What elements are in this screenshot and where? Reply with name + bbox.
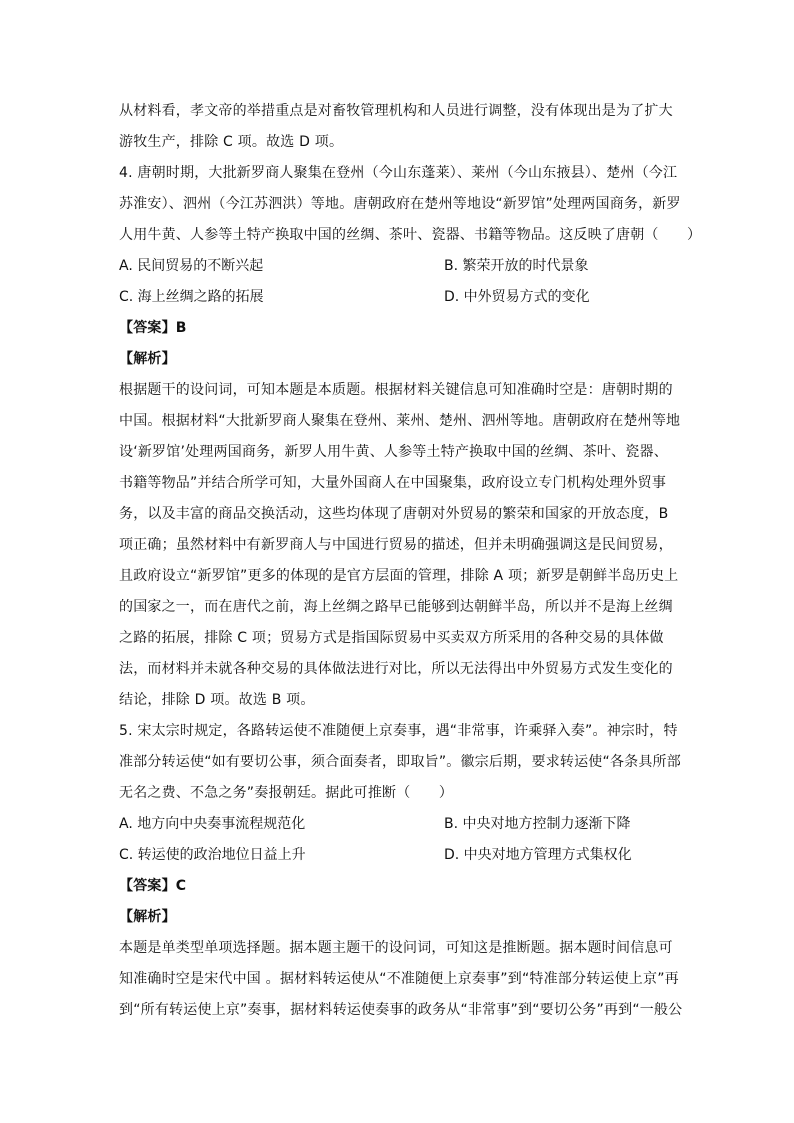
q4-option-d: D. 中外贸易方式的变化 <box>444 289 590 305</box>
q5-option-d: D. 中央对地方管理方式集权化 <box>444 847 632 863</box>
q5-options-row-1 <box>119 809 675 840</box>
q4-analysis-line: 的国家之一，而在唐代之前，海上丝绸之路早已能够到达朝鲜半岛，所以并不是海上丝绸 <box>119 599 673 615</box>
q4-answer: 【答案】B <box>119 320 187 336</box>
q4-options-row-2 <box>119 282 675 313</box>
q4-analysis-line: 项正确；虽然材料中有新罗商人与中国进行贸易的描述，但并未明确强调这是民间贸易， <box>119 537 673 553</box>
q4-analysis-line: 之路的拓展，排除 C 项；贸易方式是指国际贸易中买卖双方所采用的各种交易的具体做 <box>119 630 664 646</box>
q5-option-a: A. 地方向中央奏事流程规范化 <box>119 816 306 832</box>
continuation-line: 游牧生产，排除 C 项。故选 D 项。 <box>119 134 344 150</box>
q4-analysis-line: 书籍等物品”并结合所学可知，大量外国商人在中国聚集，政府设立专门机构处理外贸事 <box>119 475 667 491</box>
q4-analysis-line: 法，而材料并未就各种交易的具体做法进行对比，所以无法得出中外贸易方式发生变化的 <box>119 661 673 677</box>
q4-option-a: A. 民间贸易的不断兴起 <box>119 258 264 274</box>
q5-analysis-line: 本题是单类型单项选择题。据本题主题干的设问词，可知这是推断题。据本题时间信息可 <box>119 940 673 956</box>
q4-stem-line: 4. 唐朝时期，大批新罗商人聚集在登州（今山东蓬莱）、莱州（今山东掖县）、楚州（今江 <box>119 165 678 181</box>
q5-analysis-line: 到“所有转运使上京”奏事，据材料转运使奏事的政务从“非常事”到“要切公务”再到“一般公 <box>119 1002 683 1018</box>
q4-analysis-line: 根据题干的设问词，可知本题是本质题。根据材料关键信息可知准确时空是：唐朝时期的 <box>119 382 673 398</box>
q4-stem-line: 苏淮安）、泗州（今江苏泗洪）等地。唐朝政府在楚州等地设“新罗馆”处理两国商务，新罗 <box>119 196 681 212</box>
q4-option-b: B. 繁荣开放的时代景象 <box>444 258 589 274</box>
q4-analysis-line: 设‘新罗馆’处理两国商务，新罗人用牛黄、人参等土特产换取中国的丝绸、茶叶、瓷器、 <box>119 444 668 460</box>
q5-option-c: C. 转运使的政治地位日益上升 <box>119 847 306 863</box>
document-body <box>119 96 702 1026</box>
q5-stem-line: 无名之费、不急之务”奏报朝廷。据此可推断（ ） <box>119 785 454 801</box>
q4-analysis-line: 务，以及丰富的商品交换活动，这些均体现了唐朝对外贸易的繁荣和国家的开放态度，B <box>119 506 669 522</box>
q5-stem-line: 准部分转运使“如有要切公事，须合面奏者，即取旨”。徽宗后期，要求转运使“各条具所部 <box>119 754 681 770</box>
q5-stem-line: 5. 宋太宗时规定，各路转运使不准随便上京奏事，遇“非常事，许乘驿入奏”。神宗时，特 <box>119 723 678 739</box>
continuation-line: 从材料看，孝文帝的举措重点是对畜牧管理机构和人员进行调整，没有体现出是为了扩大 <box>119 103 673 119</box>
q5-options-row-2 <box>119 840 675 871</box>
q4-analysis-line: 且政府设立“新罗馆”更多的体现的是官方层面的管理，排除 A 项；新罗是朝鲜半岛历史上 <box>119 568 679 584</box>
q5-option-b: B. 中央对地方控制力逐渐下降 <box>444 816 631 832</box>
q5-analysis-label: 【解析】 <box>119 909 176 925</box>
q5-analysis-line: 知准确时空是宋代中国 。据材料转运使从“不准随便上京奏事”到“特准部分转运使上京”再 <box>119 971 679 987</box>
q4-option-c: C. 海上丝绸之路的拓展 <box>119 289 264 305</box>
q4-analysis-line: 中国。根据材料“大批新罗商人聚集在登州、莱州、楚州、泗州等地。唐朝政府在楚州等地 <box>119 413 681 429</box>
q4-analysis-label: 【解析】 <box>119 351 176 367</box>
q4-analysis-line: 结论，排除 D 项。故选 B 项。 <box>119 692 315 708</box>
q4-stem-line: 人用牛黄、人参等土特产换取中国的丝绸、茶叶、瓷器、书籍等物品。这反映了唐朝（ ） <box>119 227 702 243</box>
q4-options-row-1 <box>119 251 675 282</box>
q5-answer: 【答案】C <box>119 878 187 894</box>
